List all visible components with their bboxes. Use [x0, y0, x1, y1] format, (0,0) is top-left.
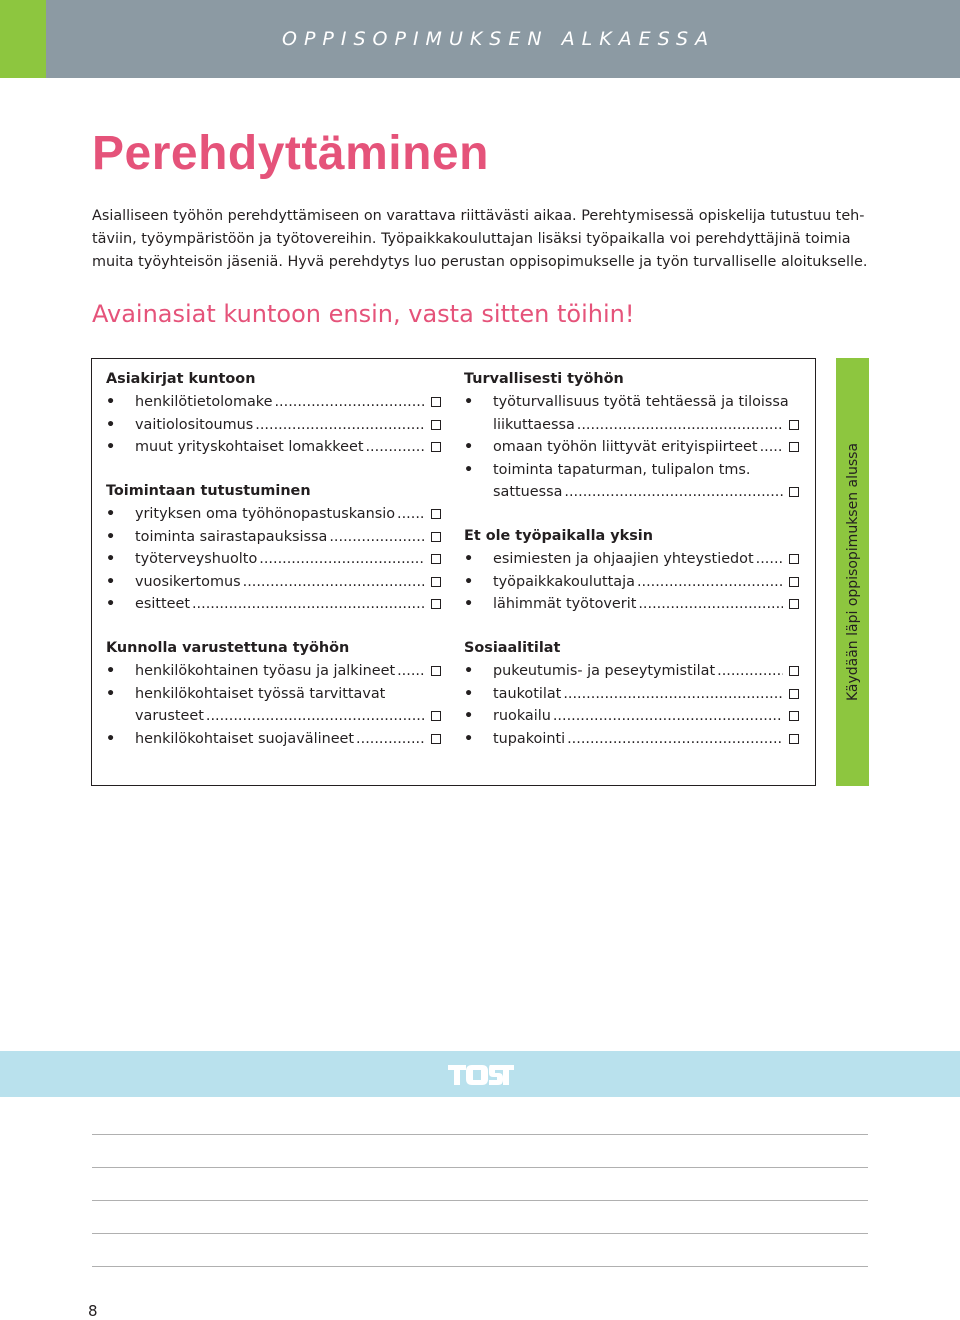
header-accent-block — [0, 0, 46, 78]
dot-leader — [756, 548, 783, 571]
checklist-item-label: varusteet — [135, 708, 204, 724]
checkbox[interactable] — [431, 711, 441, 721]
dot-leader — [397, 503, 425, 526]
checklist-left-column — [106, 368, 441, 750]
bullet-icon: • — [464, 730, 474, 747]
checklist-section-title: Sosiaalitilat — [464, 640, 561, 656]
checkbox[interactable] — [431, 577, 441, 587]
checklist-item — [464, 571, 799, 594]
bullet-icon: • — [106, 439, 116, 455]
checklist-item-label: toiminta sairastapauksissa — [135, 528, 328, 545]
checklist-item-label: henkilökohtaiset suojavälineet — [135, 730, 355, 747]
checklist-item — [106, 593, 441, 616]
writing-line — [92, 1134, 868, 1135]
writing-line — [92, 1233, 868, 1234]
bullet-icon: • — [464, 439, 474, 455]
checklist-item — [106, 414, 441, 437]
dot-leader — [397, 660, 425, 683]
checklist-item — [106, 683, 441, 728]
bullet-icon: • — [106, 551, 116, 567]
checklist-item-label: liikuttaessa — [493, 416, 575, 433]
bullet-icon: • — [106, 596, 116, 612]
dot-leader — [567, 728, 783, 751]
checklist-item-label: työpaikkakouluttaja — [493, 573, 635, 590]
dot-leader — [243, 571, 425, 594]
checklist-item-label: vaitiolositoumus — [135, 416, 254, 433]
page-header — [0, 0, 960, 78]
bullet-icon: • — [106, 685, 116, 702]
checklist-item-label: yrityksen oma työhönopastuskansio — [135, 506, 396, 522]
checklist-item-label: esitteet — [135, 596, 190, 612]
checklist-item — [464, 391, 799, 436]
checklist-item — [464, 593, 799, 616]
section-title: OPPISOPIMUKSEN ALKAESSA — [282, 28, 716, 50]
writing-line — [92, 1266, 868, 1267]
checklist-item — [106, 436, 441, 459]
checkbox[interactable] — [789, 487, 799, 497]
intro-paragraph — [92, 205, 882, 274]
checklist-section-title: Toimintaan tutustuminen — [106, 483, 311, 499]
checkbox[interactable] — [789, 711, 799, 721]
checklist-section-title: Asiakirjat kuntoon — [106, 371, 256, 387]
bullet-icon: • — [464, 551, 474, 567]
checklist-item-label: sattuessa — [493, 484, 563, 500]
checklist-item-label: tupakointi — [493, 730, 566, 747]
checkbox[interactable] — [431, 442, 441, 452]
bullet-icon: • — [464, 394, 474, 410]
bullet-icon: • — [464, 663, 474, 679]
dot-leader — [206, 705, 425, 728]
bullet-icon: • — [106, 730, 116, 747]
dot-leader — [577, 414, 783, 437]
bullet-icon: • — [464, 708, 474, 724]
dot-leader — [329, 526, 425, 549]
checklist-item — [106, 526, 441, 549]
dot-leader — [638, 593, 783, 616]
checklist-section-title: Turvallisesti työhön — [464, 371, 624, 387]
checkbox[interactable] — [431, 666, 441, 676]
checklist-item — [106, 660, 441, 683]
checklist-item — [464, 436, 799, 459]
checklist-item-label: pukeutumis- ja peseytymistilat — [493, 663, 716, 679]
checkbox[interactable] — [789, 554, 799, 564]
bullet-icon: • — [106, 416, 116, 433]
checkbox[interactable] — [789, 666, 799, 676]
bullet-icon: • — [464, 596, 474, 612]
dot-leader — [365, 436, 425, 459]
checklist-section-title: Kunnolla varustettuna työhön — [106, 640, 350, 656]
checkbox[interactable] — [789, 599, 799, 609]
checklist-item-label: taukotilat — [493, 685, 562, 702]
intro-line: muita työyhteisön jäseniä. Hyvä perehdytys luo perustan oppisopimukselle ja työn turvalliselle aloitukselle. — [92, 254, 868, 270]
intro-line: Asialliseen työhön perehdyttämiseen on varattava riittävästi aikaa. Perehtymisessä opiskelija tutustuu teh- — [92, 208, 865, 224]
checkbox[interactable] — [431, 420, 441, 430]
dot-leader — [259, 548, 425, 571]
checklist-item — [464, 660, 799, 683]
intro-line: täviin, työympäristöön ja työtovereihin. Työpaikkakouluttajan lisäksi työpaikalla voi perehdyttäjinä toimia — [92, 231, 851, 247]
dot-leader — [274, 391, 425, 414]
writing-line — [92, 1200, 868, 1201]
checklist-item — [106, 391, 441, 414]
writing-line — [92, 1167, 868, 1168]
checklist-item-label: omaan työhön liittyvät erityispiirteet — [493, 439, 758, 455]
bullet-icon: • — [464, 461, 474, 478]
checklist-item-label: henkilökohtainen työasu ja jalkineet — [135, 663, 396, 679]
checklist-item-label: työturvallisuus työtä tehtäessä ja tiloissa — [493, 394, 789, 410]
dot-leader — [637, 571, 783, 594]
checklist-item-label: lähimmät työtoverit — [493, 596, 637, 612]
dot-leader — [717, 660, 783, 683]
side-label-text: Käydään läpi oppisopimuksen alussa — [844, 442, 861, 702]
checklist-item-label: työterveyshuolto — [135, 551, 258, 567]
checklist-right-column — [464, 368, 799, 750]
checklist-item — [464, 705, 799, 728]
checklist-item — [464, 548, 799, 571]
checklist-item-label: toiminta tapaturman, tulipalon tms. — [493, 461, 751, 478]
bullet-icon: • — [464, 573, 474, 590]
bullet-icon: • — [106, 663, 116, 679]
checklist-item — [464, 683, 799, 706]
checklist-item — [106, 548, 441, 571]
checkbox[interactable] — [431, 509, 441, 519]
checklist-item — [106, 571, 441, 594]
checklist-item-label: muut yrityskohtaiset lomakkeet — [135, 439, 364, 455]
checklist-item — [106, 728, 441, 751]
checklist-item-label: vuosikertomus — [135, 573, 241, 590]
dot-leader — [553, 705, 783, 728]
page-number: 8 — [88, 1302, 98, 1320]
checklist-item-label: esimiesten ja ohjaajien yhteystiedot — [493, 551, 754, 567]
checklist-item-label: henkilötietolomake — [135, 394, 273, 410]
checkbox[interactable] — [789, 734, 799, 744]
dot-leader — [356, 728, 425, 751]
bullet-icon: • — [106, 528, 116, 545]
side-label-bar — [836, 358, 869, 786]
checkbox[interactable] — [431, 397, 441, 407]
dot-leader — [192, 593, 425, 616]
checklist-item-label: ruokailu — [493, 708, 551, 724]
bullet-icon: • — [106, 573, 116, 590]
dot-leader — [760, 436, 783, 459]
checklist-section-title: Et ole työpaikalla yksin — [464, 528, 653, 544]
checklist-item — [464, 728, 799, 751]
dot-leader — [564, 481, 783, 504]
checkbox[interactable] — [431, 532, 441, 542]
checkbox[interactable] — [789, 442, 799, 452]
subheading: Avainasiat kuntoon ensin, vasta sitten töihin! — [92, 300, 635, 328]
dot-leader — [563, 683, 783, 706]
bullet-icon: • — [106, 506, 116, 522]
checkbox[interactable] — [789, 689, 799, 699]
page-title: Perehdyttäminen — [92, 127, 489, 180]
checklist-item-label: henkilökohtaiset työssä tarvittavat — [135, 685, 386, 702]
checklist-item — [464, 459, 799, 504]
checkbox[interactable] — [431, 554, 441, 564]
dot-leader — [255, 414, 425, 437]
checkbox[interactable] — [789, 420, 799, 430]
bullet-icon: • — [106, 394, 116, 410]
checkbox[interactable] — [431, 599, 441, 609]
checklist-item — [106, 503, 441, 526]
bullet-icon: • — [464, 685, 474, 702]
checkbox[interactable] — [431, 734, 441, 744]
checkbox[interactable] — [789, 577, 799, 587]
tost-logo — [446, 1062, 516, 1088]
